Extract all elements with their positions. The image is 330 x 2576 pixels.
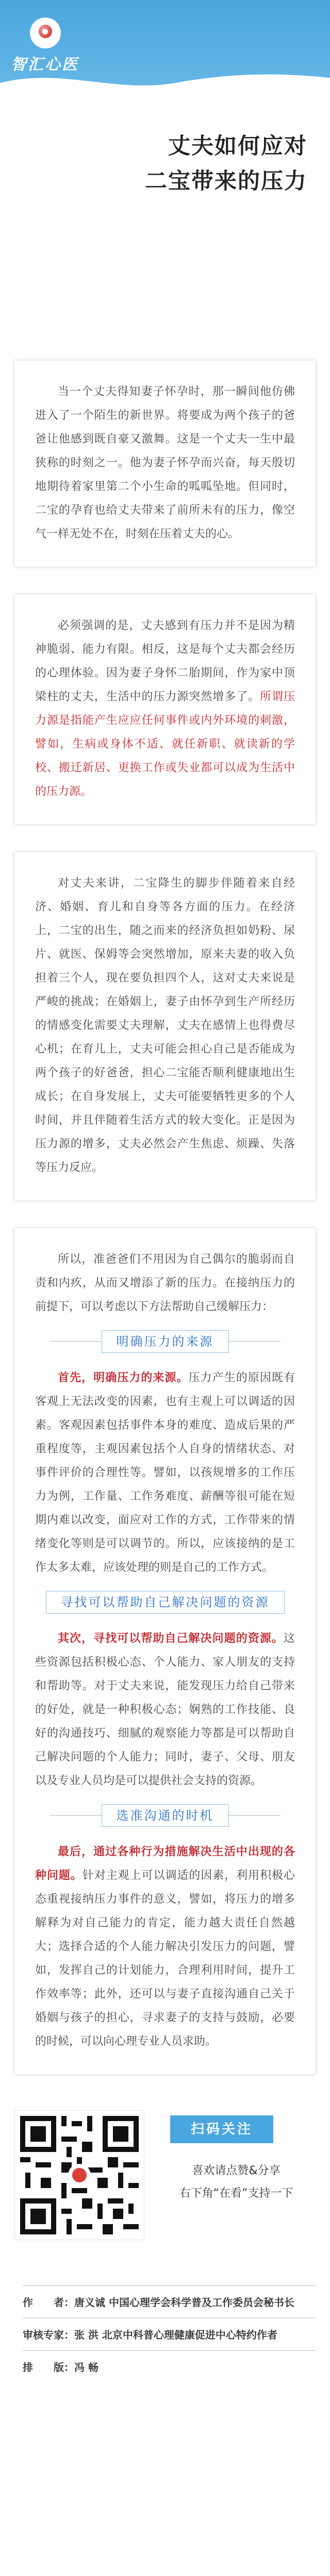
paragraph-1: 当一个丈夫得知妻子怀孕时，那一瞬间他仿佛进入了一个陌生的新世界。将要成为两个孩子的爸爸让他感到既自豪又激舞。这是一个丈夫一生中最狭称的时刻之一。他为妻子怀孕而兴奋，每天殷切地期待着家里第二个小生命的呱呱坠地。但同时，二宝的孕育也给丈夫带来了前所未有的压力，像空气一样无处不在，时刻在压着丈夫的心。 <box>35 385 295 540</box>
method-2-lead: 其次，寻找可以帮助自己解决问题的资源。 <box>58 1632 284 1645</box>
paragraph-2 <box>35 614 295 804</box>
qr-code[interactable] <box>14 2110 144 2240</box>
heart-logo-icon <box>30 18 61 48</box>
intro-card <box>14 361 316 567</box>
methods-card <box>14 1228 316 2074</box>
wave-divider <box>0 62 330 98</box>
header-banner <box>0 0 330 98</box>
method-3 <box>35 1840 295 2054</box>
credits-divider-mid-2 <box>23 2350 316 2351</box>
title-line-1: 丈夫如何应对 <box>168 133 307 159</box>
method-2 <box>35 1627 295 1793</box>
method-3-lead: 最后，通过各种行为措施解决生活中出现的各种问题。 <box>35 1845 295 1882</box>
section-tag-3 <box>35 1804 295 1827</box>
follow-line-1: 喜欢请点赞&分享 <box>192 2164 280 2177</box>
section-tag-1 <box>35 1330 295 1353</box>
qr-code-icon <box>15 2111 144 2240</box>
method-1-body: 压力产生的原因既有客观上无法改变的因素，也有主观上可以调适的因素。客观因素包括事件本身的难度、造成后果的严重程度等，主观因素包括个人自身的情绪状态、对事件评价的合理性等。譬如，以孩规增多的工作压力为例，工作量、工作务难度、薪酬等很可能在短期内难以改变，面应对工作的方式，工作带来的情绪变化等则是可以调节的。所以，应该接纳的是工作太多太难，应该处理的则是自己的工作方式。 <box>35 1371 295 1574</box>
section-tag-3-label: 选准沟通的时机 <box>102 1804 229 1827</box>
stressor-definition: 所谓压力源是指能产生应应任何事件或内外环境的刺激，譬如，生病或身体不适、就任新职、就读新的学校、搬迁新居、更换工作或失业都可以成为生活中的压力源。 <box>35 690 295 798</box>
article-content <box>0 242 330 2379</box>
follow-line-2: 右下角“在看”支持一下 <box>179 2187 293 2200</box>
follow-section <box>14 2110 316 2265</box>
pressure-card <box>14 595 316 824</box>
section-tag-2 <box>35 1591 295 1614</box>
credits <box>23 2285 316 2379</box>
method-1-lead: 首先，明确压力的来源。 <box>58 1371 189 1384</box>
title-line-2: 二宝带来的压力 <box>145 168 307 194</box>
layout-credit: 排 版：冯 畅 <box>23 2361 98 2374</box>
method-3-body: 针对主观上可以调适的因素，利用积极心态重视接纳压力事件的意义，譬如，将压力的增多解释为对自己能力的肯定，能力越大责任自然越大；选择合适的个人能力解决引发压力的问题，譬如，发挥自己的计划能力，合理利用时间，提升工作效率等；此外，还可以与妻子直接沟通自己关于婚姻与孩子的担心，寻求妻子的支持与鼓励，必要的时候，可以向心理专业人员求助。 <box>35 1869 295 2048</box>
section-tag-2-label: 寻找可以帮助自己解决问题的资源 <box>46 1591 285 1614</box>
method-2-body: 这些资源包括积极心态、个人能力、家人朋友的支持和帮助等。对于丈夫来说，能发现压力给自己带来的好处，就是一种积极心态；娴熟的工作技能、良好的沟通技巧、细腻的观察能力等都是可以帮助自己解决问题的个人能力；同时，妻子、父母、朋友以及专业人员均是可以提供社会支持的资源。 <box>35 1632 295 1787</box>
author-credit: 作 者：唐义诚 中国心理学会科学普及工作委员会秘书长 <box>23 2296 294 2309</box>
paragraph-4: 所以，准爸爸们不用因为自己偶尔的脆弱而自责和内疚，从而又增添了新的压力。在接纳压力的前提下，可以考虑以下方法帮助自己缓解压力： <box>35 1253 295 1313</box>
section-tag-1-label: 明确压力的来源 <box>102 1330 229 1353</box>
paragraph-2-text: 必须强调的是，丈夫感到有压力并不是因为精神脆弱、能力有限。相反，这是每个丈夫都会经历的心理体验。因为妻子身怀二胎期间，作为家中顶梁柱的丈夫，生活中的压力源突然增多了。 <box>35 619 295 703</box>
follow-button[interactable]: 扫码关注 <box>170 2115 273 2143</box>
reviewer-credit: 审核专家：张 洪 北京中科普心理健康促进中心特约作者 <box>23 2329 277 2341</box>
credits-divider-top <box>23 2285 316 2286</box>
method-1 <box>35 1366 295 1580</box>
paragraph-3: 对丈夫来讲，二宝降生的脚步伴随着来自经济、婚姻、育儿和自身等各方面的压力。在经济上，二宝的出生，随之而来的经济负担如奶粉、尿片、就医、保姆等会突然增加，原来夫妻的收入负担着三个人，现在要负担四个人，这对丈夫来说是严峻的挑战；在婚姻上，妻子由怀孕到生产所经历的情感变化需要丈夫理解，丈夫在感情上也得费尽心机；在育儿上，丈夫可能会担心自己是否能成为两个孩子的好爸爸，担心二宝能否顺利健康地出生成长；在自身发展上，丈夫可能要牺牲更多的个人时间，并且伴随着生活方式的较大变化。正是因为压力源的增多，丈夫必然会产生焦虑、烦躁、失落等压力反应。 <box>35 877 295 1174</box>
sources-card <box>14 852 316 1200</box>
follow-text <box>154 2160 319 2205</box>
article-title <box>0 129 330 199</box>
brand-name: 智汇心医 <box>11 56 79 74</box>
